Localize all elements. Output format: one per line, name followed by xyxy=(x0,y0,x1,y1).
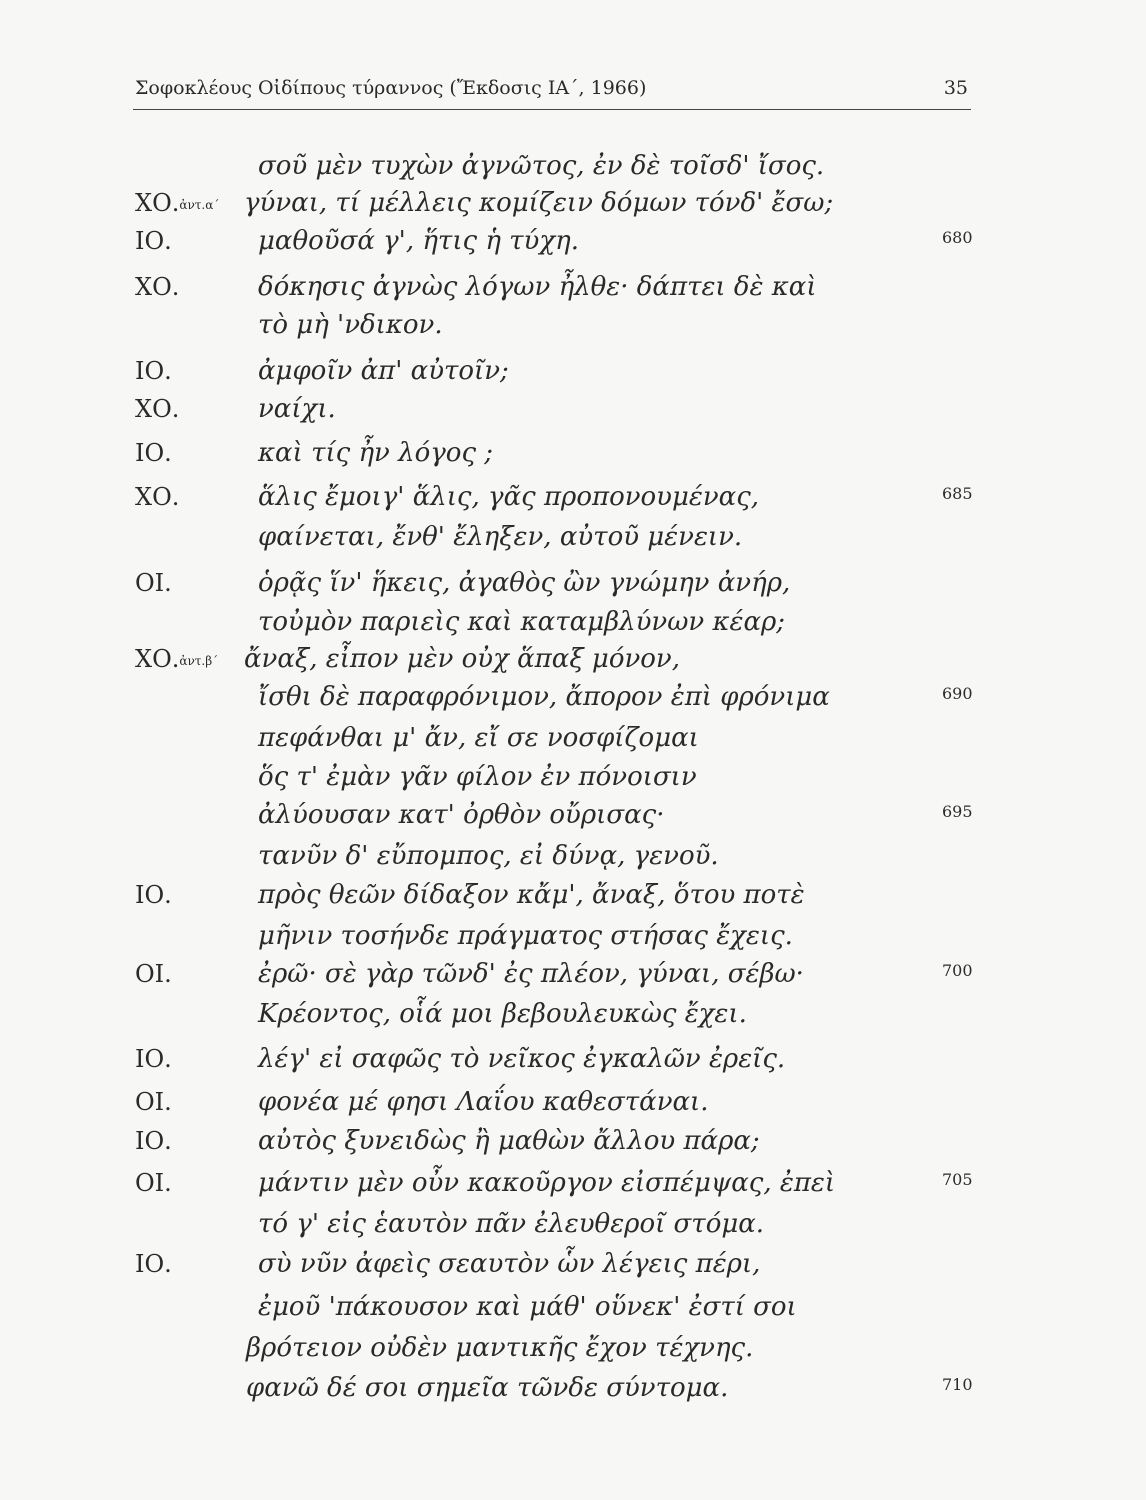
speaker-label xyxy=(135,1164,172,1206)
verse-text: τό γ' εἰς ἑαυτὸν πᾶν ἐλευθεροῖ στόμα. xyxy=(258,1209,765,1239)
verse-text: σὺ νῦν ἀφεὶς σεαυτὸν ὧν λέγεις πέρι, xyxy=(258,1249,761,1279)
verse-line xyxy=(0,995,1000,1033)
verse-text: ἴσθι δὲ παραφρόνιμον, ἄπορον ἐπὶ φρόνιμα xyxy=(258,682,830,712)
verse-text: ναίχι. xyxy=(258,394,336,424)
verse-line xyxy=(0,917,1000,955)
verse-line xyxy=(0,1369,1000,1407)
verse-line xyxy=(0,390,1000,428)
verse-text: ὅς τ' ἐμὰν γᾶν φίλον ἐν πόνοισιν xyxy=(258,762,697,792)
page-number: 35 xyxy=(943,77,968,99)
verse-text: ἀλύουσαν κατ' ὀρθὸν οὔρισας· xyxy=(258,800,665,830)
verse-text: τανῦν δ' εὔπομπος, εἰ δύνᾳ, γενοῦ. xyxy=(258,841,719,871)
verse-text: πρὸς θεῶν δίδαξον κἄμ', ἄναξ, ὅτου ποτὲ xyxy=(258,880,805,910)
speaker-name: ΟΙ. xyxy=(135,569,172,597)
speaker-name: ΧΟ. xyxy=(135,395,180,423)
verse-line xyxy=(0,678,1000,716)
speaker-label xyxy=(135,876,172,918)
verse-line xyxy=(0,758,1000,796)
verse-text: ἅλις ἔμοιγ' ἅλις, γᾶς προπονουμένας, xyxy=(258,482,760,512)
verse-line xyxy=(0,837,1000,875)
line-number: 700 xyxy=(942,961,973,980)
verse-text: ἐρῶ· σὲ γὰρ τῶνδ' ἐς πλέον, γύναι, σέβω· xyxy=(258,959,804,989)
verse-line xyxy=(0,1288,1000,1326)
verse-text: αὐτὸς ξυνειδὼς ἢ μαθὼν ἄλλου πάρα; xyxy=(258,1126,760,1156)
speaker-name: ΧΟ. xyxy=(135,273,180,301)
speaker-label xyxy=(135,1040,172,1082)
running-head-title: Σοφοκλέους Οἰδίπους τύραννος (Ἔκδοσις ΙΑ΄, 1966) xyxy=(135,77,647,99)
verse-text: ἄναξ, εἶπον μὲν οὐχ ἅπαξ μόνον, xyxy=(244,644,680,674)
line-number: 680 xyxy=(942,228,973,247)
speaker-label xyxy=(135,222,172,264)
speaker-name: ΟΙ. xyxy=(135,1088,172,1116)
line-number: 710 xyxy=(942,1375,973,1394)
speaker-label xyxy=(135,564,172,606)
verse-line xyxy=(0,268,1000,306)
verse-text: μάντιν μὲν οὖν κακοῦργον εἰσπέμψας, ἐπεὶ xyxy=(258,1168,836,1198)
verse-text: δόκησις ἀγνὼς λόγων ἦλθε· δάπτει δὲ καὶ xyxy=(258,272,817,302)
verse-text: φαίνεται, ἔνθ' ἔληξεν, αὐτοῦ μένειν. xyxy=(258,522,743,552)
speaker-name: ΙΟ. xyxy=(135,1045,172,1073)
speaker-label xyxy=(135,1083,172,1125)
verse-text: μαθοῦσά γ', ἥτις ἡ τύχη. xyxy=(258,226,579,256)
verse-text: τὸ μὴ 'νδικον. xyxy=(258,310,443,340)
speaker-name: ΙΟ. xyxy=(135,357,172,385)
verse-text: λέγ' εἰ σαφῶς τὸ νεῖκος ἐγκαλῶν ἐρεῖς. xyxy=(258,1044,786,1074)
speaker-label xyxy=(135,184,219,226)
line-number: 685 xyxy=(942,484,973,503)
antistrophe-marker: ἀντ.β΄ xyxy=(179,654,219,668)
verse-line xyxy=(0,640,1000,678)
speaker-name: ΙΟ. xyxy=(135,1250,172,1278)
verse-line xyxy=(0,518,1000,556)
verse-text: φονέα μέ φησι Λαΐου καθεστάναι. xyxy=(258,1087,709,1117)
verse-line xyxy=(0,478,1000,516)
speaker-name: ΧΟ. xyxy=(135,645,180,673)
speaker-name: ΙΟ. xyxy=(135,881,172,909)
speaker-name: ΙΟ. xyxy=(135,227,172,255)
verse-text: Κρέοντος, οἷά μοι βεβουλευκὼς ἔχει. xyxy=(258,999,747,1029)
speaker-label xyxy=(135,640,218,682)
verse-line xyxy=(0,1083,1000,1121)
verse-text: βρότειον οὐδὲν μαντικῆς ἔχον τέχνης. xyxy=(246,1333,754,1363)
verse-line xyxy=(0,719,1000,757)
speaker-name: ΧΟ. xyxy=(135,483,180,511)
verse-line xyxy=(0,1040,1000,1078)
verse-text: πεφάνθαι μ' ἄν, εἴ σε νοσφίζομαι xyxy=(258,723,699,753)
verse-line xyxy=(0,955,1000,993)
verse-line xyxy=(0,876,1000,914)
line-number: 705 xyxy=(942,1170,973,1189)
verse-line xyxy=(0,564,1000,602)
speaker-name: ΟΙ. xyxy=(135,1169,172,1197)
verse-text: φανῶ δέ σοι σημεῖα τῶνδε σύντομα. xyxy=(246,1373,729,1403)
verse-line xyxy=(0,796,1000,834)
speaker-name: ΙΟ. xyxy=(135,1127,172,1155)
speaker-label xyxy=(135,352,172,394)
speaker-label xyxy=(135,955,172,997)
verse-line xyxy=(0,147,1000,185)
speaker-label xyxy=(135,434,172,476)
verse-line xyxy=(0,306,1000,344)
verse-text: σοῦ μὲν τυχὼν ἀγνῶτος, ἐν δὲ τοῖσδ' ἴσος. xyxy=(258,151,825,181)
header-rule xyxy=(133,109,971,110)
verse-line xyxy=(0,184,1000,222)
verse-line xyxy=(0,1164,1000,1202)
verse-text: τοὐμὸν παριεὶς καὶ καταμβλύνων κέαρ; xyxy=(258,607,786,637)
verse-text: ἀμφοῖν ἀπ' αὐτοῖν; xyxy=(258,356,509,386)
verse-line xyxy=(0,352,1000,390)
speaker-name: ΟΙ. xyxy=(135,960,172,988)
line-number: 695 xyxy=(942,802,973,821)
speaker-name: ΙΟ. xyxy=(135,439,172,467)
verse-line xyxy=(0,1122,1000,1160)
line-number: 690 xyxy=(942,684,973,703)
verse-line xyxy=(0,222,1000,260)
running-head xyxy=(135,75,968,105)
verse-line xyxy=(0,1329,1000,1367)
verse-text: ὁρᾷς ἵν' ἥκεις, ἀγαθὸς ὢν γνώμην ἀνήρ, xyxy=(258,568,791,598)
speaker-name: ΧΟ. xyxy=(135,189,180,217)
verse-text: γύναι, τί μέλλεις κομίζειν δόμων τόνδ' ἔσω; xyxy=(244,188,834,218)
verse-line xyxy=(0,1205,1000,1243)
speaker-label xyxy=(135,390,179,432)
speaker-label xyxy=(135,268,179,310)
verse-text: καὶ τίς ἦν λόγος ; xyxy=(258,438,494,468)
speaker-label xyxy=(135,1122,172,1164)
verse-line xyxy=(0,1245,1000,1283)
antistrophe-marker: ἀντ.α΄ xyxy=(179,198,220,212)
verse-text: ἐμοῦ 'πάκουσον καὶ μάθ' οὕνεκ' ἐστί σοι xyxy=(258,1292,797,1322)
speaker-label xyxy=(135,478,179,520)
verse-line xyxy=(0,603,1000,641)
verse-line xyxy=(0,434,1000,472)
speaker-label xyxy=(135,1245,172,1287)
verse-text: μῆνιν τοσήνδε πράγματος στήσας ἔχεις. xyxy=(258,921,793,951)
